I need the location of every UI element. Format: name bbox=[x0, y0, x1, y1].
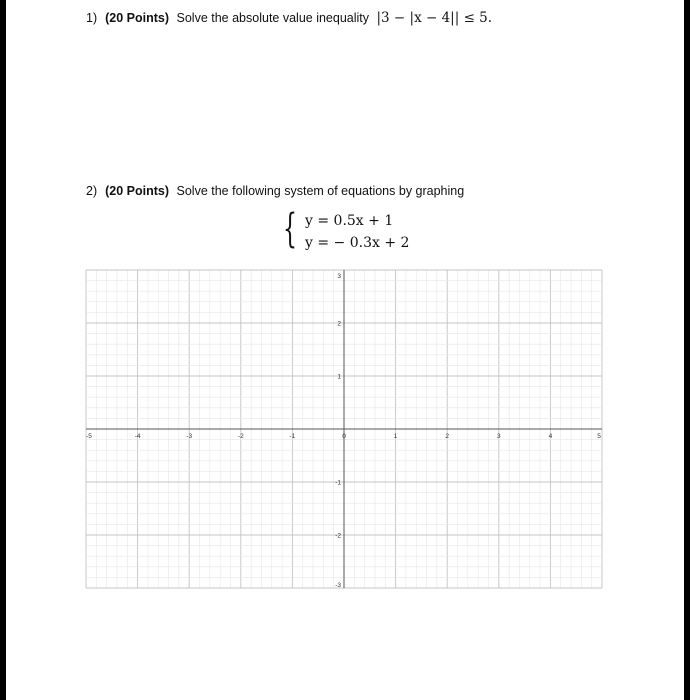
problem-1-text: Solve the absolute value inequality bbox=[176, 11, 370, 25]
x-tick-label: 4 bbox=[548, 433, 553, 440]
x-tick-label: -2 bbox=[237, 433, 244, 440]
problem-1-points: (20 Points) bbox=[105, 11, 170, 25]
problem-2-text: Solve the following system of equations by graphing bbox=[176, 184, 465, 198]
system-brace: { bbox=[283, 206, 297, 252]
y-tick-label: 2 bbox=[337, 320, 341, 328]
problem-2-number: 2) bbox=[86, 184, 98, 198]
problem-2-points: (20 Points) bbox=[105, 184, 170, 198]
x-tick-label: 5 bbox=[597, 433, 601, 440]
problem-1-inequality: |3 − |x − 4|| ≤ 5. bbox=[376, 10, 493, 26]
x-tick-label: -3 bbox=[186, 433, 193, 440]
y-tick-label: -3 bbox=[335, 582, 341, 589]
y-tick-label: 3 bbox=[337, 273, 341, 280]
x-tick-label: 0 bbox=[342, 433, 346, 440]
x-tick-label: 3 bbox=[496, 433, 501, 440]
x-tick-label: 1 bbox=[393, 433, 398, 440]
x-tick-label: 2 bbox=[445, 433, 450, 440]
y-tick-label: 1 bbox=[337, 373, 341, 381]
x-tick-label: -4 bbox=[134, 433, 141, 440]
x-tick-label: -5 bbox=[86, 433, 92, 440]
y-tick-label: -2 bbox=[335, 532, 341, 540]
x-tick-label: -1 bbox=[289, 433, 296, 440]
problem-1-number: 1) bbox=[86, 11, 98, 25]
equation-1: y = 0.5x + 1 bbox=[305, 213, 394, 229]
equation-2: y = − 0.3x + 2 bbox=[305, 235, 410, 251]
y-tick-label: -1 bbox=[335, 479, 341, 487]
